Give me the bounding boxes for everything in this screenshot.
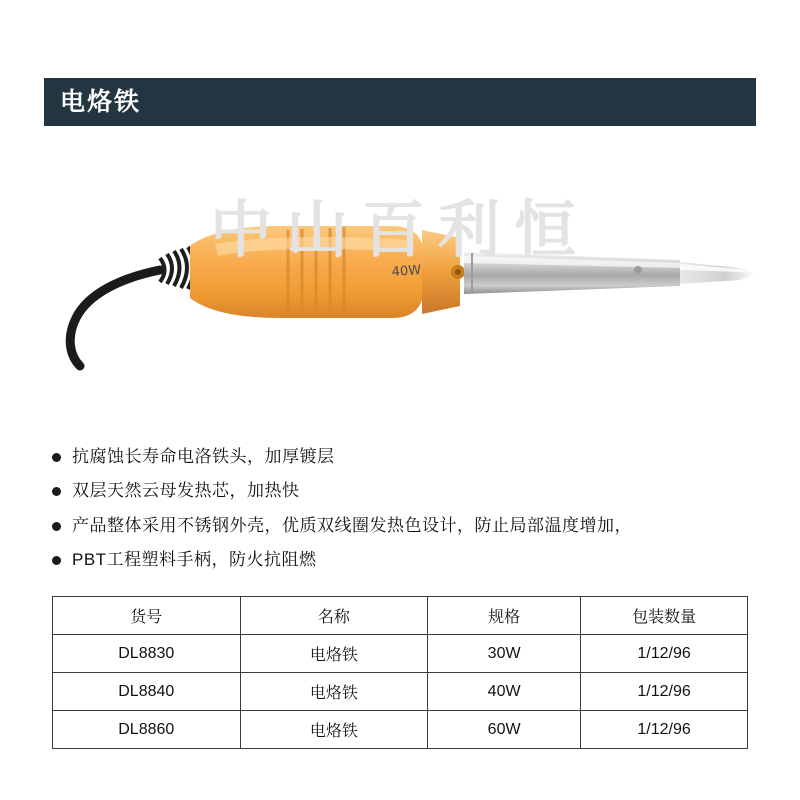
- table-cell-pack: 1/12/96: [581, 635, 748, 673]
- table-header-row: [53, 597, 748, 635]
- feature-text: PBT工程塑料手柄，防火抗阻燃: [72, 549, 317, 569]
- table-cell-name: 电烙铁: [240, 635, 428, 673]
- feature-item: [52, 446, 752, 467]
- table-row: [53, 635, 748, 673]
- page-header-banner: [44, 78, 756, 126]
- table-header-cell: 名称: [240, 597, 428, 635]
- feature-item: [52, 515, 752, 536]
- table-cell-code: DL8840: [53, 673, 241, 711]
- table-header-cell: 规格: [428, 597, 581, 635]
- table-row: [53, 711, 748, 749]
- page-title: 电烙铁: [60, 87, 142, 116]
- table-header-cell: 包装数量: [581, 597, 748, 635]
- table-cell-pack: 1/12/96: [581, 673, 748, 711]
- bullet-dot-icon: [52, 522, 61, 531]
- table-row: [53, 673, 748, 711]
- bullet-dot-icon: [52, 556, 61, 565]
- table-cell-pack: 1/12/96: [581, 711, 748, 749]
- power-cord: [70, 270, 160, 366]
- bullet-dot-icon: [52, 453, 61, 462]
- feature-text: 双层天然云母发热芯，加热快: [72, 481, 300, 501]
- collar-screw-slot: [455, 269, 461, 275]
- feature-list: [52, 446, 752, 583]
- table-cell-spec: 60W: [428, 711, 581, 749]
- table-cell-name: 电烙铁: [240, 711, 428, 749]
- table-cell-spec: 40W: [428, 673, 581, 711]
- watermark-text: 中山百利恒: [209, 193, 590, 266]
- table-cell-spec: 30W: [428, 635, 581, 673]
- table-header-cell: 货号: [53, 597, 241, 635]
- feature-item: [52, 549, 752, 570]
- table-cell-name: 电烙铁: [240, 673, 428, 711]
- specification-table: [52, 596, 748, 749]
- feature-text: 抗腐蚀长寿命电洛铁头，加厚镀层: [72, 447, 335, 466]
- feature-text: 产品整体采用不锈钢外壳，优质双线圈发热色设计，防止局部温度增加，: [72, 515, 632, 535]
- handle-wattage-label: 40W: [391, 262, 422, 280]
- table-cell-code: DL8860: [53, 711, 241, 749]
- feature-item: [52, 480, 752, 501]
- table-cell-code: DL8830: [53, 635, 241, 673]
- bullet-dot-icon: [52, 487, 61, 496]
